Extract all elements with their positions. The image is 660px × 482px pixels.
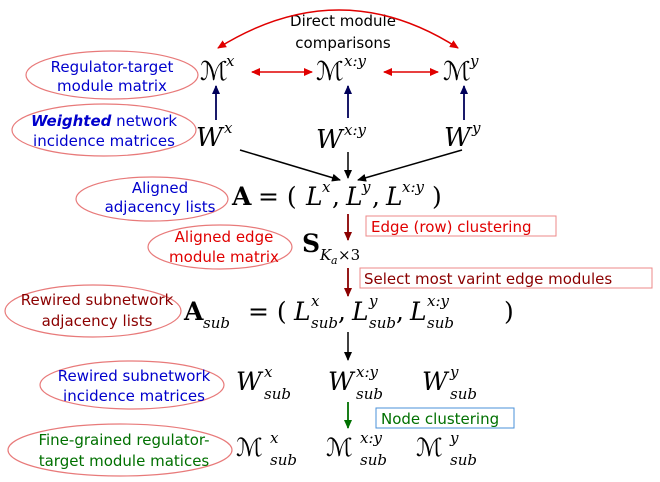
Wsub-y [422, 363, 477, 403]
Asub-equals: = ( [248, 297, 287, 326]
M-x-symbol: ℳ [200, 57, 228, 87]
W-xy [316, 121, 367, 155]
aligned-edge-line-1: Aligned edge [174, 228, 274, 246]
M-xy-symbol: ℳ [316, 57, 344, 87]
arrow-Wy-A [358, 150, 462, 180]
Lxysub-symbol: L [410, 297, 427, 326]
M-y [443, 52, 479, 87]
title-line-1: Direct module [290, 12, 396, 30]
S-sub-a: a [331, 254, 338, 267]
edge-clustering-label: Edge (row) clustering [371, 218, 532, 236]
rewired-adjacency-formula [183, 292, 514, 332]
Msuby-symbol: ℳ [416, 433, 443, 462]
node-clustering-label: Node clustering [381, 410, 500, 428]
Lxsub-symbol: L [294, 297, 311, 326]
Wsub-x [236, 363, 291, 403]
Lxy-sup: x:y [402, 178, 424, 196]
Wsubx-symbol: W [236, 367, 262, 396]
S-sub-K: K [320, 246, 332, 264]
S-symbol: S [302, 229, 321, 258]
Lxysub-sup: x:y [427, 292, 449, 310]
label-aligned-edge [148, 225, 292, 269]
label-regulator-target [26, 51, 198, 99]
W-y [444, 119, 481, 153]
label-weighted [12, 104, 196, 156]
W-x [196, 119, 233, 153]
Msubx-symbol: ℳ [236, 433, 263, 462]
rewired-adj-line-1: Rewired subnetwork [20, 291, 174, 309]
Msuby-sup: y [450, 429, 459, 447]
Wsuby-sub: sub [450, 385, 477, 403]
Ly-symbol: L [346, 182, 363, 211]
regulator-target-line-1: Regulator-target [50, 58, 174, 76]
rewired-inc-line-1: Rewired subnetwork [57, 367, 211, 385]
fine-grained-line-1: Fine-grained regulator- [38, 431, 210, 449]
W-xy-sup: x:y [344, 121, 366, 139]
W-x-symbol: W [196, 123, 223, 153]
Wsuby-symbol: W [422, 367, 448, 396]
Msubxy-sub: sub [360, 451, 387, 469]
aligned-edge-line-2: module matrix [169, 248, 279, 266]
Wsubxy-symbol: W [328, 367, 354, 396]
Asub-close-paren: ) [504, 297, 514, 326]
Msubx-sup: x [270, 429, 279, 447]
rewired-adj-line-2: adjacency lists [41, 312, 153, 330]
title-line-2: comparisons [295, 34, 391, 52]
A-equals: = ( [258, 182, 297, 211]
M-y-sup: y [470, 52, 479, 70]
Lx-sup: x [322, 178, 331, 196]
M-xy-sup: x:y [344, 52, 366, 70]
weighted-line-1 [31, 112, 177, 130]
fine-grained-line-2: target module matices [38, 452, 210, 470]
aligned-adjacency-formula [231, 178, 442, 211]
label-aligned-adjacency [76, 177, 228, 221]
Ly-sup: y [362, 178, 371, 196]
M-xy [316, 52, 367, 87]
comma-1: , [332, 182, 340, 211]
comma-3: , [338, 297, 346, 326]
Wsub-xy [328, 363, 383, 403]
Msub-y [416, 429, 477, 469]
M-y-symbol: ℳ [443, 57, 471, 87]
Lx-symbol: L [306, 182, 323, 211]
rewired-inc-line-2: incidence matrices [63, 387, 205, 405]
Lysub-sup: y [369, 292, 378, 310]
Asub-sub: sub [203, 314, 230, 332]
W-y-sup: y [472, 119, 481, 137]
aligned-adj-line-2: adjacency lists [104, 198, 216, 216]
Asub-symbol: A [184, 297, 204, 326]
comma-4: , [396, 297, 404, 326]
A-symbol: A [232, 182, 252, 211]
Msub-x [236, 429, 297, 469]
comma-2: , [372, 182, 380, 211]
Msubx-sub: sub [270, 451, 297, 469]
Lysub-sub: sub [369, 314, 396, 332]
Lxysub-sub: sub [427, 314, 454, 332]
Lxsub-sub: sub [311, 314, 338, 332]
W-xy-symbol: W [316, 125, 343, 155]
Msubxy-sup: x:y [360, 429, 382, 447]
Wsubx-sub: sub [264, 385, 291, 403]
S-sub-times3: ×3 [338, 246, 361, 264]
select-variant-label: Select most varint edge modules [364, 270, 613, 288]
Lxy-symbol: L [386, 182, 403, 211]
A-close-paren: ) [432, 182, 442, 211]
Msubxy-symbol: ℳ [326, 433, 353, 462]
Wsubxy-sup: x:y [356, 363, 378, 381]
label-rewired-incidence [40, 361, 224, 409]
W-x-sup: x [224, 119, 233, 137]
Lxsub-sup: x [311, 292, 320, 310]
Wsubxy-sub: sub [356, 385, 383, 403]
Wsubx-sup: x [264, 363, 273, 381]
M-x-sup: x [226, 52, 235, 70]
label-fine-grained [8, 424, 232, 476]
weighted-rest: network [111, 112, 178, 130]
Msuby-sub: sub [450, 451, 477, 469]
weighted-line-2: incidence matrices [33, 132, 175, 150]
Lysub-symbol: L [352, 297, 369, 326]
Wsuby-sup: y [450, 363, 459, 381]
aligned-adj-line-1: Aligned [131, 179, 189, 197]
W-y-symbol: W [444, 123, 471, 153]
S-formula [302, 229, 360, 267]
M-x [200, 52, 235, 87]
regulator-target-line-2: module matrix [57, 77, 167, 95]
Msub-xy [326, 429, 387, 469]
label-rewired-adjacency [5, 285, 181, 337]
weighted-emph: Weighted [30, 112, 112, 130]
